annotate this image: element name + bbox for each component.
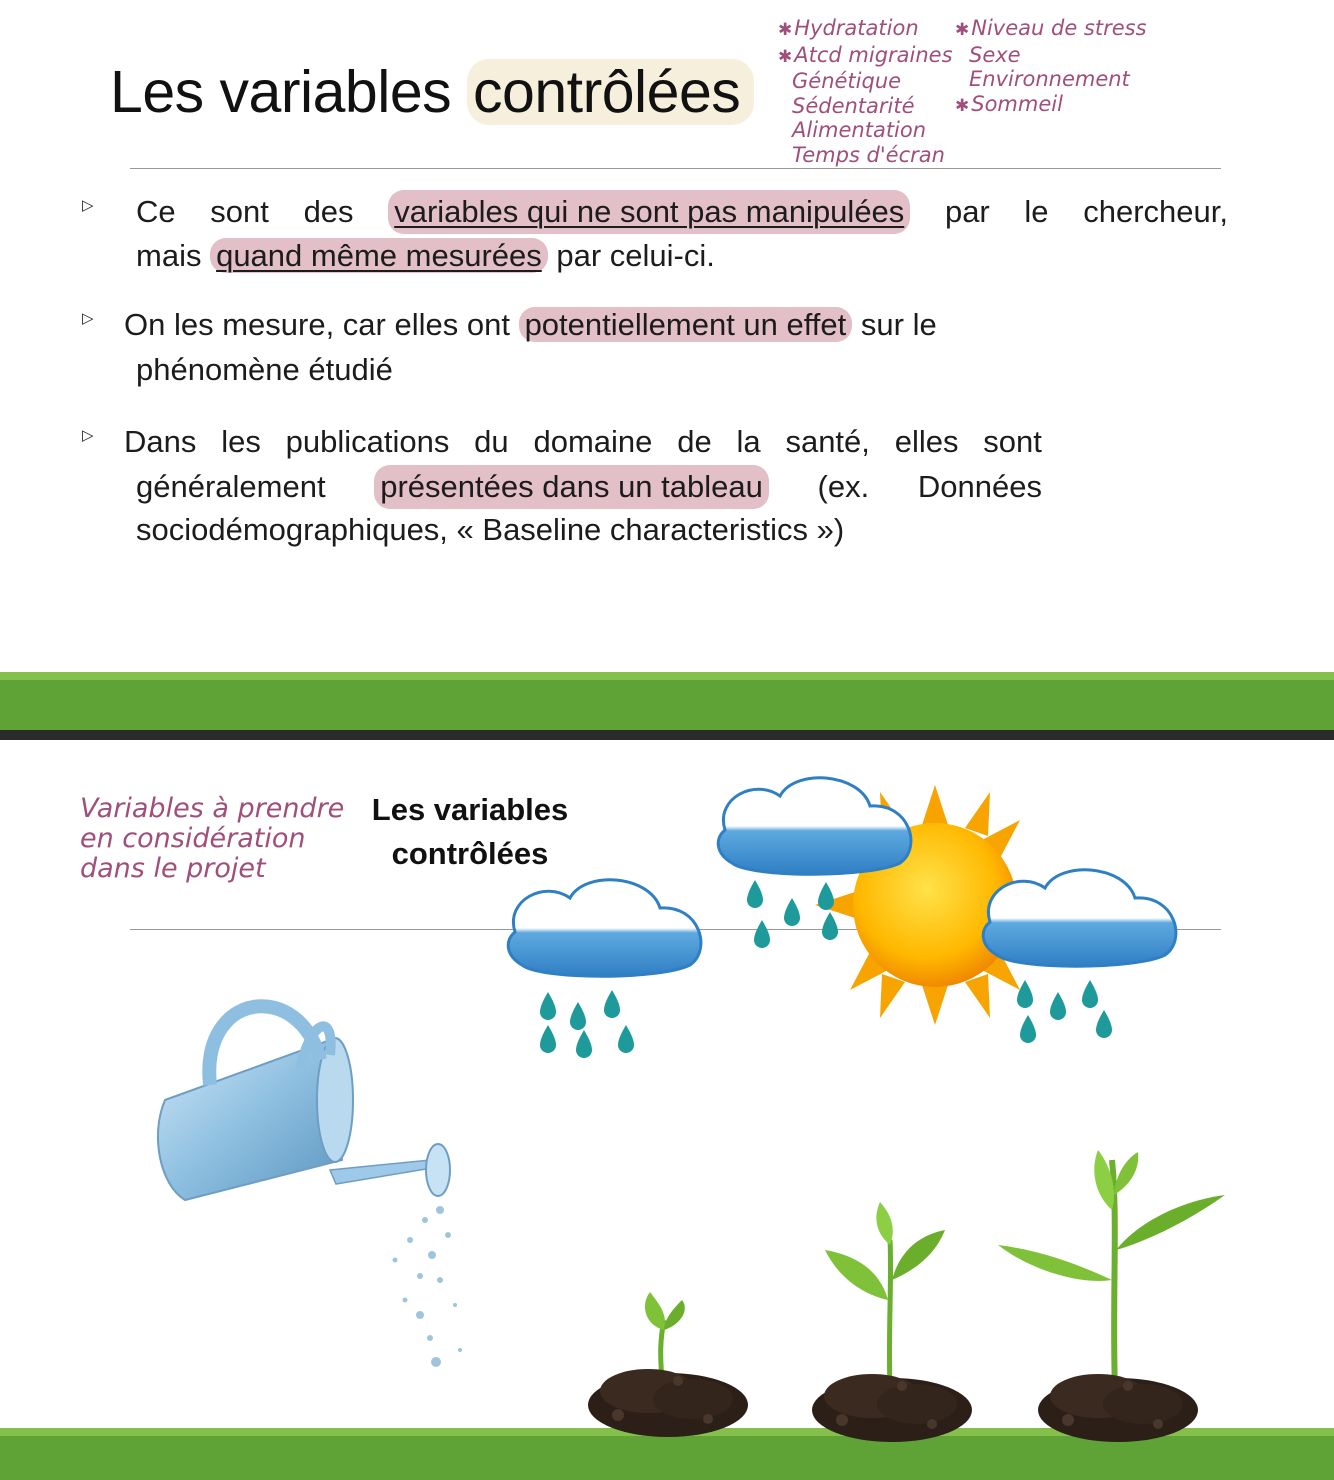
bullet-2-line-2: phénomène étudié [136,352,393,387]
title-divider [130,168,1221,169]
note-line: Temps d'écran [792,142,945,167]
seedling-large-icon [998,1150,1225,1442]
slide-1 [0,0,1334,672]
bullet-2-line-1: On les mesure, car elles ont potentiellement un effet sur le [124,307,937,342]
highlight-potential-effect: potentiellement un effet [519,307,853,342]
title-highlight: contrôlées [467,59,754,125]
slide-separator [0,730,1334,740]
bullet-3-line-2: généralement présentées dans un tableau (ex. Données [136,465,1042,509]
weather-and-plants-illustration [0,740,1334,1480]
note-line: Génétique [792,69,902,93]
bullet-triangle-icon: ▷ [82,426,94,444]
slide-2-title: Les variables contrôlées [371,792,569,871]
slide-title [110,58,754,126]
note-line: ✱Niveau de stress [955,16,1147,40]
bullet-1-line-2: mais quand même mesurées par celui-ci. [136,238,715,273]
bullet-triangle-icon: ▷ [82,196,94,214]
highlight-measured: quand même mesurées [210,238,548,273]
note-line: Sédentarité [792,93,915,118]
note-line: Alimentation [792,118,927,142]
handwritten-note-slide2: Variables à prendre en considération dans le projet [80,793,345,884]
title-plain: Les variables [110,59,452,125]
bullet-triangle-icon: ▷ [82,309,94,327]
green-band-bottom [0,1436,1334,1480]
rain-cloud-icon [983,870,1176,1043]
green-band [0,680,1334,730]
rain-cloud-icon [508,880,701,1058]
bullet-3-line-3: sociodémographiques, « Baseline characteristics ») [136,512,845,547]
handwritten-notes-col1 [778,16,953,167]
bullet-1-line-1: Ce sont des variables qui ne sont pas manipulées par le chercheur, [136,190,1228,234]
bullet-3-line-1: Dans les publications du domaine de la santé, elles sont [124,424,1042,459]
note-line: Environnement [969,67,1130,91]
green-band-top [0,672,1334,680]
note-line: Sexe [969,42,1021,67]
watering-can-icon [158,1006,462,1367]
highlight-table: présentées dans un tableau [374,465,769,509]
seedling-medium-icon [812,1202,972,1442]
highlight-not-manipulated: variables qui ne sont pas manipulées [388,190,910,234]
handwritten-notes-col2 [955,16,1147,118]
seedling-small-icon [588,1292,748,1437]
note-line: ✱Atcd migraines [778,42,953,67]
note-line: ✱Hydratation [778,16,919,40]
note-line: ✱Sommeil [955,91,1063,116]
